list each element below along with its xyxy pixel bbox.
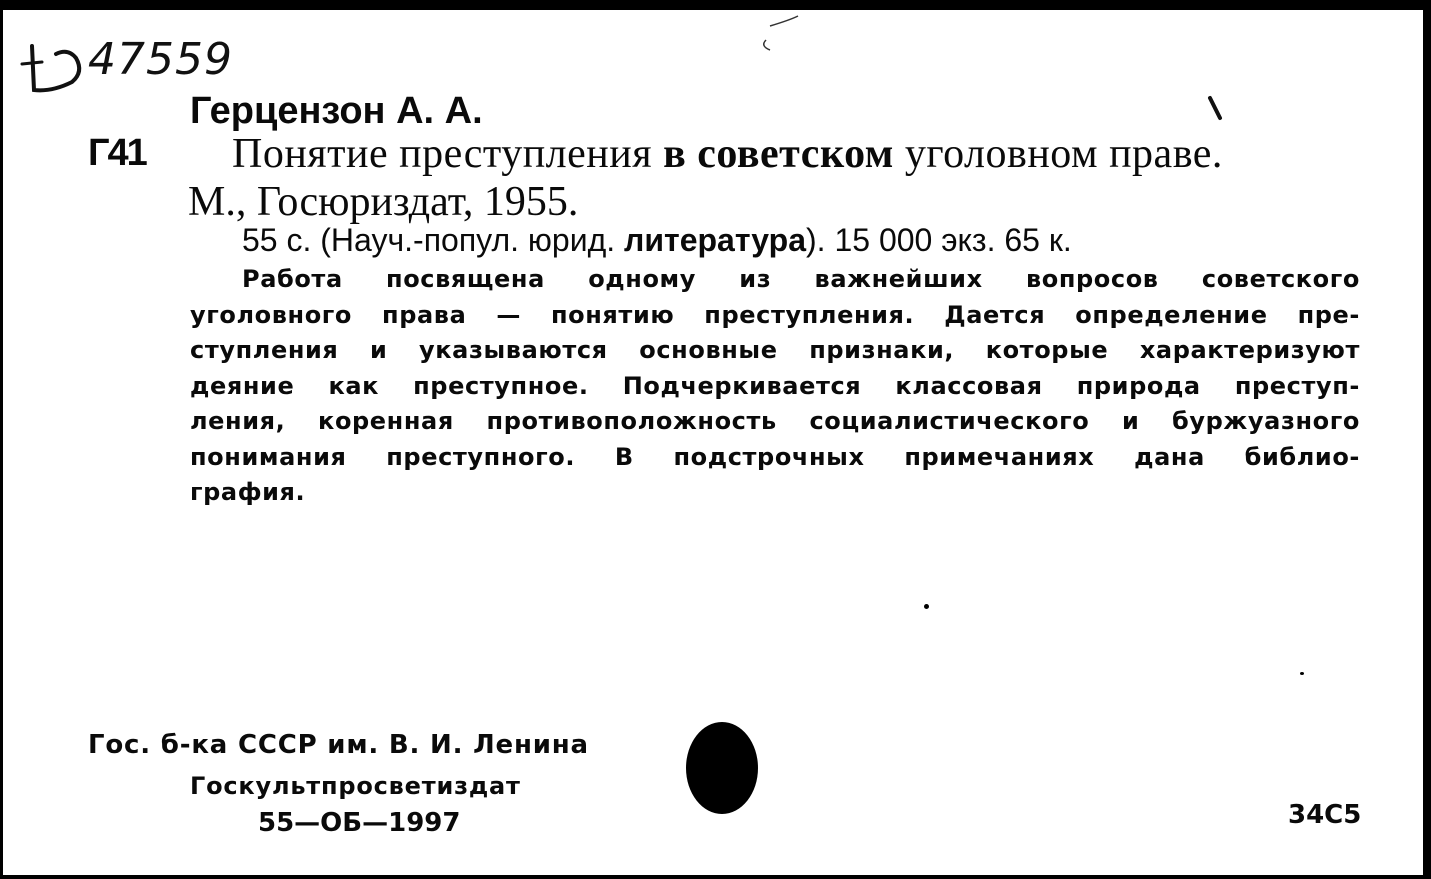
title-line-1	[232, 130, 1223, 178]
abstract-line: ления, коренная противоположность социалистического и буржуазного	[190, 407, 1360, 435]
abstract	[190, 262, 1360, 511]
collation-bold-text: литература	[624, 222, 807, 258]
title-text: Понятие преступления	[232, 131, 664, 177]
abstract-line: понимания преступного. В подстрочных примечаниях дана библио-	[190, 442, 1360, 471]
speck	[1300, 672, 1304, 675]
library-name: Гос. б-ка СССР им. В. И. Ленина	[88, 730, 589, 760]
stray-pen-mark	[1206, 94, 1226, 124]
card-border-bottom	[0, 875, 1431, 879]
abstract-line: уголовного права — понятию преступления. Дается определение пре-	[190, 300, 1360, 329]
shelfmark: Г41	[88, 132, 146, 174]
abstract-line: графия.	[190, 478, 306, 506]
abstract-line: Работа посвящена одному из важнейших вопросов советского	[242, 265, 1360, 293]
title-bold-text: в советском	[663, 131, 894, 177]
abstract-line: ступления и указываются основные признаки, которые характеризуют	[190, 336, 1360, 364]
author-heading: Герцензон А. А.	[190, 90, 483, 132]
card-border-right	[1423, 0, 1431, 879]
speck	[924, 604, 929, 609]
stray-pen-mark	[740, 6, 810, 56]
card-publisher: Госкультпросветиздат	[190, 772, 521, 800]
punch-hole	[686, 722, 758, 814]
card-border-left	[0, 0, 3, 879]
card-border-top	[0, 0, 1431, 10]
title-text: уголовном праве.	[893, 131, 1223, 177]
order-number: 55—ОБ—1997	[258, 808, 461, 838]
imprint-line: М., Госюриздат, 1955.	[188, 179, 579, 225]
abstract-line: деяние как преступное. Подчеркивается классовая природа преступ-	[190, 371, 1360, 400]
collation-line	[242, 222, 1072, 259]
handwritten-number: 47559	[88, 34, 233, 85]
collation-text: ). 15 000 экз. 65 к.	[806, 222, 1072, 258]
collation-text: 55 с. (Науч.-попул. юрид.	[242, 222, 625, 258]
classification-code: 34С5	[1288, 800, 1362, 830]
